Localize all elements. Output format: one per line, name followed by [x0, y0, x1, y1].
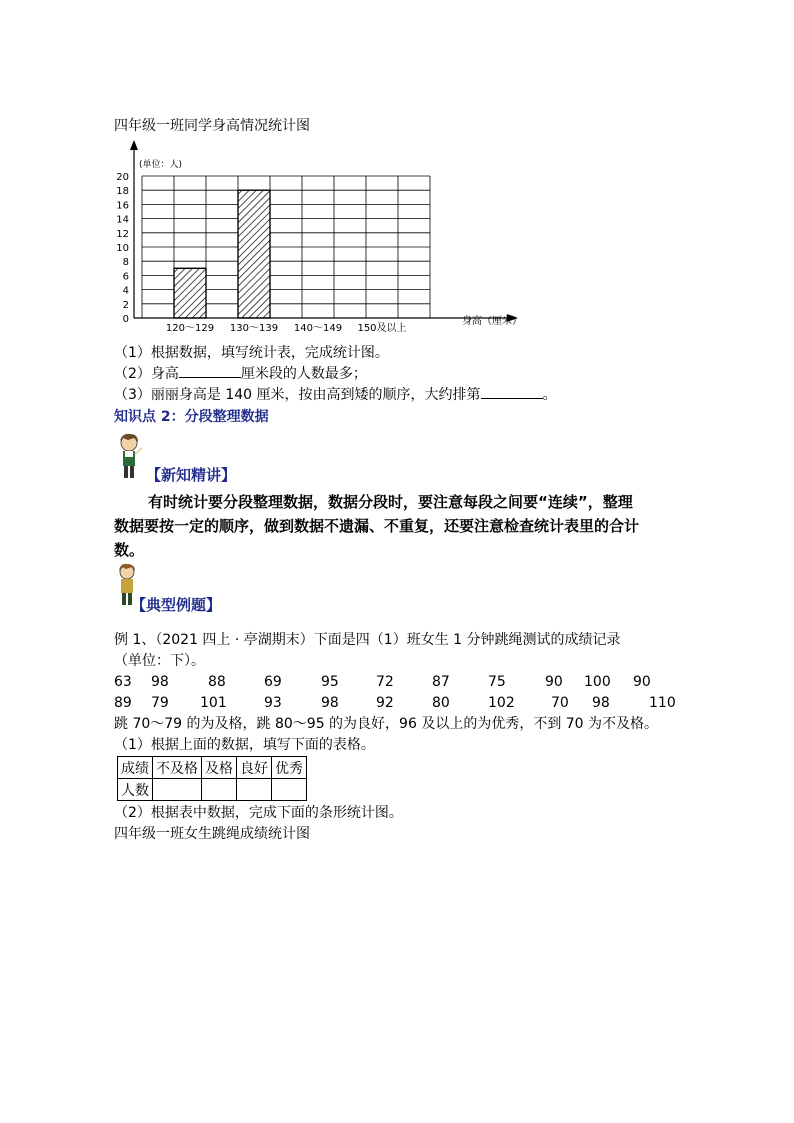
height-bar-chart	[108, 140, 538, 340]
data-value: 110	[649, 695, 676, 711]
table-cell: 良好	[237, 757, 272, 779]
example-question-1: （1）根据上面的数据，填写下面的表格。	[114, 737, 375, 753]
data-value: 90	[633, 674, 651, 690]
example-line-1: 例 1、（2021 四上 · 亭湖期末）下面是四（1）班女生 1 分钟跳绳测试的成绩记录	[114, 632, 621, 648]
data-row-2	[0, 693, 794, 713]
data-value: 98	[151, 674, 169, 690]
data-value: 95	[321, 674, 339, 690]
data-value: 75	[488, 674, 506, 690]
unit-label: (单位：人)	[139, 160, 183, 170]
data-value: 80	[432, 695, 450, 711]
x-tick-label: 150及以上	[357, 323, 407, 334]
y-tick-label: 20	[116, 172, 129, 183]
table-cell: 人数	[118, 779, 153, 801]
table-cell: 优秀	[272, 757, 307, 779]
bar-hatch	[174, 268, 206, 318]
chart1-title: 四年级一班同学身高情况统计图	[114, 118, 310, 134]
data-value: 102	[488, 695, 515, 711]
bar-hatch	[238, 190, 270, 318]
data-value: 89	[114, 695, 132, 711]
table-input-cell[interactable]	[202, 779, 237, 801]
example-question-2: （2）根据表中数据，完成下面的条形统计图。	[114, 805, 403, 821]
question-3: （3）丽丽身高是 140 厘米，按由高到矮的顺序，大约排第 。	[114, 384, 557, 405]
x-tick-label: 140～149	[293, 323, 343, 334]
explanation-line-3: 数。	[114, 541, 145, 559]
question-2: （2）身高 厘米段的人数最多；	[114, 363, 367, 384]
answer-blank-2[interactable]	[179, 363, 241, 378]
y-axis-arrow	[130, 140, 138, 150]
x-tick-label: 130～139	[229, 323, 279, 334]
x-tick-label: 120～129	[165, 323, 215, 334]
table-cell: 成绩	[118, 757, 153, 779]
new-knowledge-label: 【新知精讲】	[146, 466, 237, 484]
answer-blank-3[interactable]	[481, 384, 543, 399]
y-tick-label: 10	[116, 243, 129, 254]
data-value: 88	[208, 674, 226, 690]
table-input-cell[interactable]	[237, 779, 272, 801]
table-header-row	[118, 757, 307, 779]
explanation-line-1: 有时统计要分段整理数据，数据分段时，要注意每段之间要“连续”，整理	[148, 493, 633, 511]
y-tick-label: 14	[116, 214, 129, 226]
grading-rule: 跳 70～79 的为及格，跳 80～95 的为良好，96 及以上的为优秀，不到 70 为不及格。	[114, 716, 659, 732]
x-axis-label: 身高（厘米）	[462, 316, 522, 327]
question-1: （1）根据数据，填写统计表，完成统计图。	[114, 345, 389, 361]
grade-table	[117, 756, 307, 801]
explanation-line-2: 数据要按一定的顺序，做到数据不遗漏、不重复，还要注意检查统计表里的合计	[114, 517, 640, 535]
chart2-title: 四年级一班女生跳绳成绩统计图	[114, 826, 310, 842]
data-value: 100	[584, 674, 611, 690]
data-value: 79	[151, 695, 169, 711]
y-tick-label: 16	[116, 200, 129, 212]
table-input-cell[interactable]	[272, 779, 307, 801]
data-value: 90	[545, 674, 563, 690]
data-value: 87	[432, 674, 450, 690]
data-value: 72	[376, 674, 394, 690]
data-value: 93	[264, 695, 282, 711]
data-value: 98	[592, 695, 610, 711]
data-value: 63	[114, 674, 132, 690]
teacher-illustration	[114, 432, 144, 480]
table-cell: 及格	[202, 757, 237, 779]
data-value: 101	[200, 695, 227, 711]
table-cell: 不及格	[153, 757, 202, 779]
y-tick-label: 2	[122, 299, 129, 311]
data-value: 98	[321, 695, 339, 711]
table-row	[118, 779, 307, 801]
data-value: 92	[376, 695, 394, 711]
y-tick-label: 12	[116, 228, 129, 240]
data-value: 70	[551, 695, 569, 711]
y-tick-label: 8	[122, 257, 129, 269]
y-tick-label: 0	[122, 314, 129, 325]
y-tick-label: 4	[122, 285, 129, 297]
table-input-cell[interactable]	[153, 779, 202, 801]
y-tick-label: 6	[122, 271, 129, 283]
example-line-2: （单位：下）。	[114, 653, 205, 669]
data-row-1	[0, 672, 794, 692]
y-tick-label: 18	[116, 186, 129, 198]
example-section-label: 【典型例题】	[131, 596, 222, 614]
data-value: 69	[264, 674, 282, 690]
knowledge-heading: 知识点 2：分段整理数据	[114, 409, 269, 425]
